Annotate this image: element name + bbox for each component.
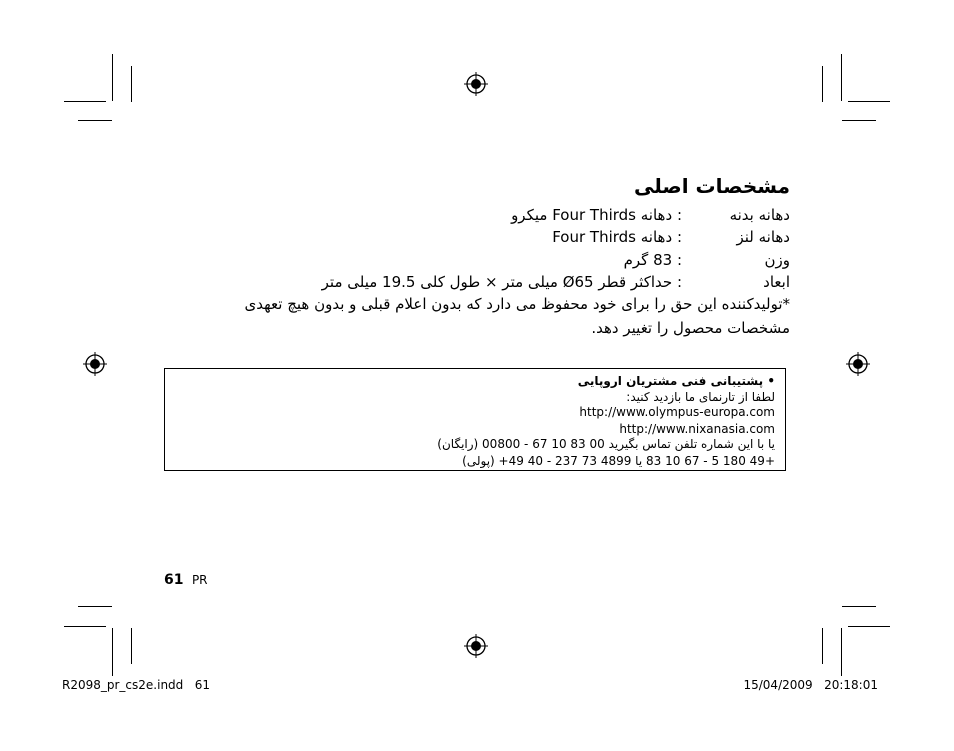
footer-filename: R2098_pr_cs2e.indd 61	[62, 678, 210, 692]
crop-mark	[841, 628, 842, 676]
spec-label: دهانه لنز	[736, 228, 790, 246]
footer-timestamp: 15/04/2009 20:18:01	[743, 678, 878, 692]
crop-mark	[78, 606, 112, 607]
spec-value-text: 83 گرم	[623, 251, 673, 269]
support-heading	[578, 374, 775, 388]
crop-mark	[64, 626, 106, 627]
support-url-link[interactable]: http://www.nixanasia.com	[619, 422, 775, 436]
support-phone-paid: +49 180 5 - 67 10 83 یا 4899 73 237 - 40 49+ (پولی)	[462, 454, 775, 468]
page-number	[164, 572, 208, 588]
support-url-link[interactable]: http://www.olympus-europa.com	[579, 405, 775, 419]
crop-mark	[848, 101, 890, 102]
crop-mark	[822, 66, 823, 102]
spec-value-text: دهانه Four Thirds میکرو	[511, 206, 673, 224]
spec-separator: :	[676, 273, 682, 291]
spec-value	[511, 206, 682, 224]
spec-value	[552, 228, 682, 246]
crop-mark	[112, 54, 113, 101]
spec-row	[160, 251, 790, 273]
disclaimer-note: *تولیدکننده این حق را برای خود محفوظ می دارد که بدون اعلام قبلی و بدون هیچ تعهدی مشخصات محصول را تغییر دهد.	[244, 295, 790, 337]
support-heading-text: پشتیبانی فنی مشتریان اروپایی	[577, 374, 764, 388]
crop-mark	[131, 66, 132, 102]
spec-value-text: حداکثر قطر Ø65 میلی متر × طول کلی 19.5 میلی متر	[321, 273, 673, 291]
crop-mark	[842, 606, 876, 607]
support-intro: لطفا از تارنمای ما بازدید کنید:	[626, 390, 775, 404]
spec-label: ابعاد	[763, 273, 790, 291]
crop-mark	[842, 120, 876, 121]
crop-mark	[78, 120, 112, 121]
support-phone-free: یا با این شماره تلفن تماس بگیرید 00 83 10 67 - 00800 (رایگان)	[437, 437, 775, 451]
section-title: مشخصات اصلی	[633, 174, 790, 198]
spec-label: دهانه بدنه	[729, 206, 790, 224]
spec-separator: :	[676, 228, 682, 246]
spec-value	[624, 251, 682, 269]
registration-mark-icon	[464, 634, 488, 658]
spec-row	[160, 228, 790, 250]
spec-row	[160, 206, 790, 228]
page-number-value: 61	[164, 572, 184, 588]
support-box	[164, 368, 786, 471]
crop-mark	[131, 628, 132, 664]
spec-separator: :	[676, 251, 682, 269]
bullet: •	[767, 374, 775, 388]
crop-mark	[848, 626, 890, 627]
spec-label: وزن	[764, 251, 790, 269]
spec-separator: :	[676, 206, 682, 224]
crop-mark	[822, 628, 823, 664]
registration-mark-icon	[464, 72, 488, 96]
registration-mark-icon	[83, 352, 107, 376]
spec-value	[322, 273, 682, 291]
crop-mark	[64, 101, 106, 102]
crop-mark	[112, 628, 113, 676]
registration-mark-icon	[846, 352, 870, 376]
crop-mark	[841, 54, 842, 101]
language-code: PR	[191, 573, 208, 587]
spec-value-text: دهانه Four Thirds	[552, 228, 673, 246]
